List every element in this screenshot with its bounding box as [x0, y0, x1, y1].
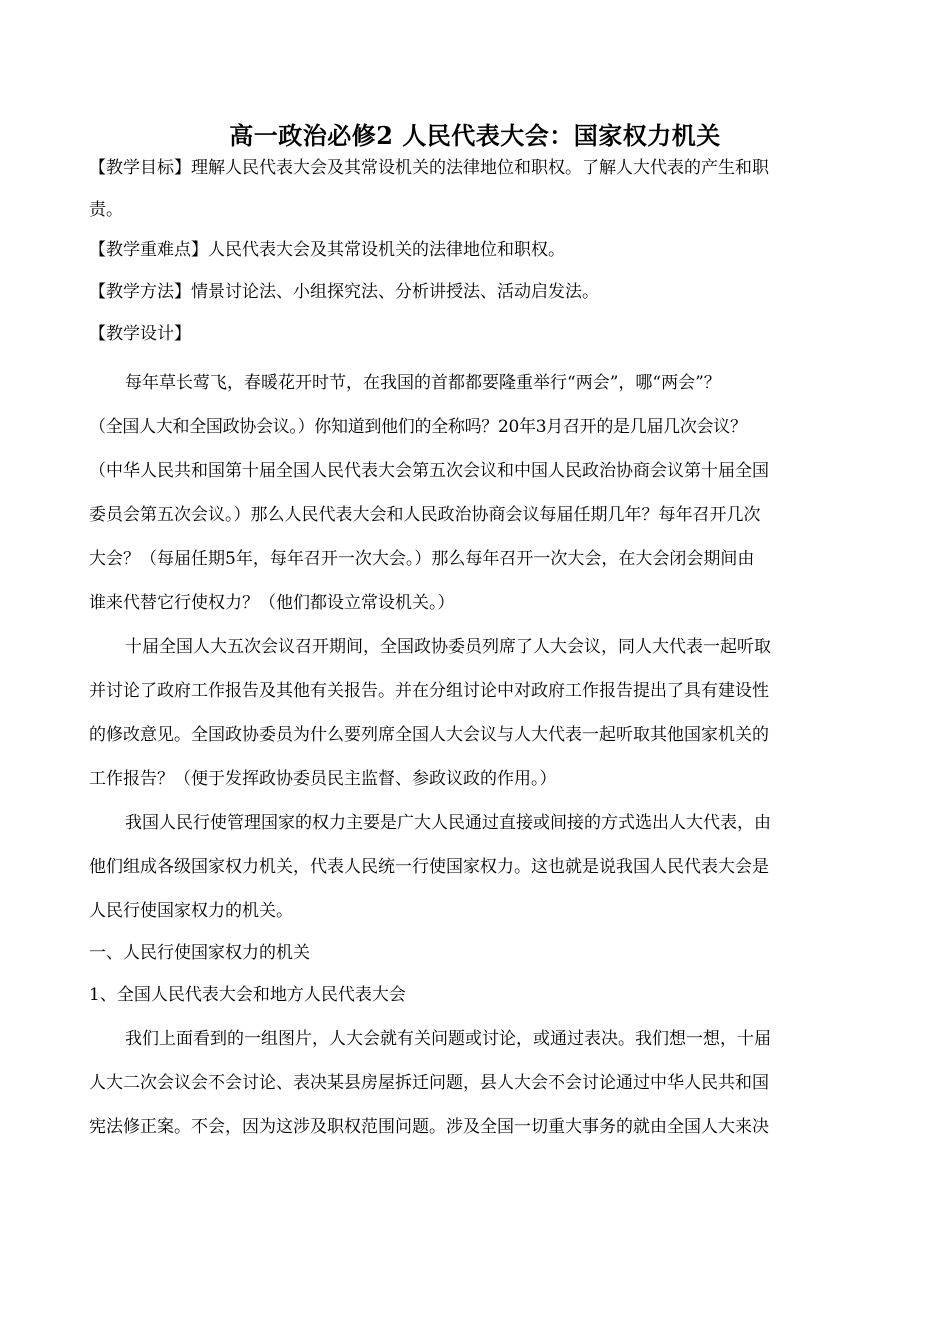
- design-line: [89, 319, 863, 361]
- methods-line: [89, 277, 863, 319]
- paragraph-1-line: （中华人民共和国第十届全国人民代表大会第五次会议和中国人民政治协商会议第十届全国: [89, 461, 769, 481]
- paragraph-3-line: 人民行使国家权力的机关。: [89, 901, 293, 921]
- objective-text-1: 理解人民代表大会及其常设机关的法律地位和职权。了解人大代表的产生和职: [191, 158, 769, 178]
- paragraph-4-line: 人大二次会议会不会讨论、表决某县房屋拆迁问题，县人大会不会讨论通过中华人民共和国: [89, 1073, 769, 1093]
- methods-text: 情景讨论法、小组探究法、分析讲授法、活动启发法。: [191, 282, 599, 302]
- paragraph-1: [89, 361, 863, 625]
- paragraph-2-line: 并讨论了政府工作报告及其他有关报告。并在分组讨论中对政府工作报告提出了具有建设性: [89, 681, 769, 701]
- paragraph-2-line: 的修改意见。全国政协委员为什么要列席全国人大会议与人大代表一起听取其他国家机关的: [89, 725, 769, 745]
- paragraph-1-line: 委员会第五次会议。）那么人民代表大会和人民政治协商会议每届任期几年？每年召开几次: [89, 505, 761, 525]
- paragraph-1-line: （全国人大和全国政协会议。）你知道到他们的全称吗？20年3月召开的是几届几次会议？: [89, 417, 747, 437]
- paragraph-3-line: 我国人民行使管理国家的权力主要是广大人民通过直接或间接的方式选出人大代表，由: [125, 813, 771, 833]
- paragraph-4: [89, 1017, 863, 1149]
- paragraph-2: [89, 625, 863, 801]
- design-label: 【教学设计】: [89, 324, 191, 344]
- objective-text-2: 责。: [89, 200, 123, 220]
- key-points-text: 人民代表大会及其常设机关的法律地位和职权。: [208, 240, 565, 260]
- paragraph-3: [89, 801, 863, 933]
- objective-line-2: [89, 195, 863, 235]
- key-points-line: [89, 235, 863, 277]
- paragraph-2-line: 十届全国人大五次会议召开期间，全国政协委员列席了人大会议，同人大代表一起听取: [125, 637, 771, 657]
- paragraph-1-line: 大会？（每届任期5年，每年召开一次大会。）那么每年召开一次大会，在大会闭会期间由: [89, 549, 755, 569]
- paragraph-4-line: 我们上面看到的一组图片，人大会就有关问题或讨论，或通过表决。我们想一想，十届: [125, 1029, 771, 1049]
- objective-line-1: [89, 151, 863, 195]
- paragraph-1-line: 每年草长莺飞，春暖花开时节，在我国的首都都要隆重举行“两会”，哪“两会”？: [125, 373, 721, 393]
- section-heading-2: 1、全国人民代表大会和地方人民代表大会: [89, 985, 406, 1005]
- paragraph-4-line: 宪法修正案。不会，因为这涉及职权范围问题。涉及全国一切重大事务的就由全国人大来决: [89, 1117, 769, 1137]
- methods-label: 【教学方法】: [89, 282, 191, 302]
- document-body: [89, 151, 863, 1149]
- paragraph-1-line: 谁来代替它行使权力？（他们都设立常设机关。）: [89, 593, 455, 613]
- section-heading-1: 一、人民行使国家权力的机关: [89, 943, 310, 963]
- key-points-label: 【教学重难点】: [89, 240, 208, 260]
- paragraph-3-line: 他们组成各级国家权力机关，代表人民统一行使国家权力。这也就是说我国人民代表大会是: [89, 857, 769, 877]
- document-title: 高一政治必修2 人民代表大会：国家权力机关: [229, 121, 721, 150]
- paragraph-2-line: 工作报告？（便于发挥政协委员民主监督、参政议政的作用。）: [89, 769, 557, 789]
- objective-label: 【教学目标】: [89, 158, 191, 178]
